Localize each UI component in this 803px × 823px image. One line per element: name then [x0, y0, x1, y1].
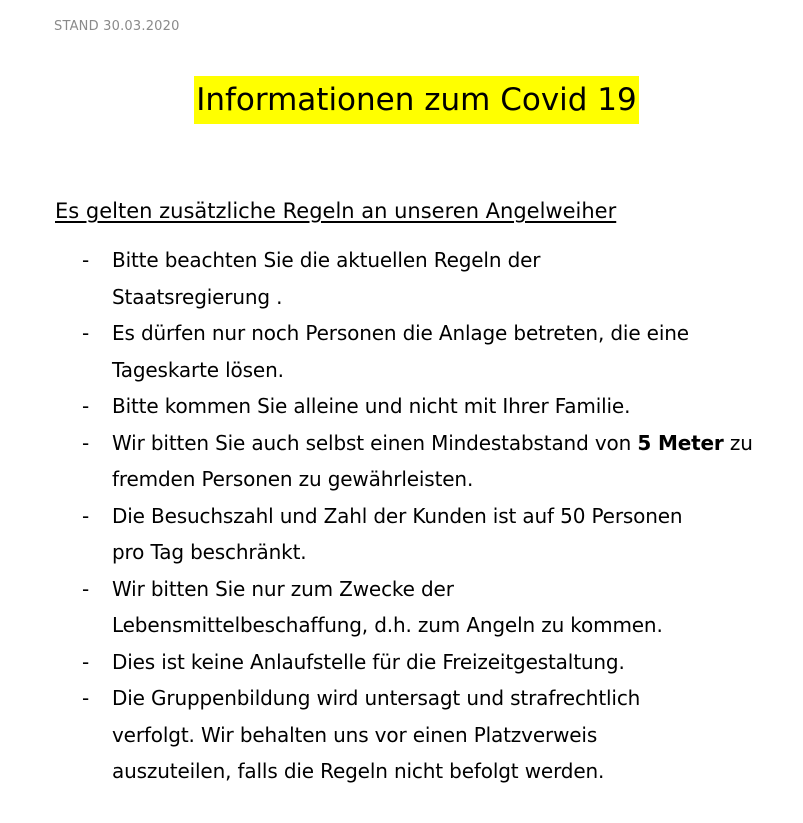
dash-bullet: - [82, 394, 90, 418]
rule-text: Bitte beachten Sie die aktuellen Regeln der Staatsregierung . [112, 248, 541, 309]
rules-list [80, 242, 790, 790]
rule-item [80, 571, 790, 644]
rule-item [80, 388, 790, 425]
rule-item [80, 242, 790, 315]
dash-bullet: - [82, 321, 90, 345]
dash-bullet: - [82, 430, 90, 455]
rule-item [80, 680, 790, 790]
rule-text: Wir bitten Sie nur zum Zwecke der Lebensmittelbeschaffung, d.h. zum Angeln zu kommen. [112, 576, 663, 637]
rule-text: Bitte kommen Sie alleine und nicht mit Ihrer Familie. [112, 394, 631, 418]
dash-bullet: - [82, 576, 90, 601]
dash-bullet: - [82, 248, 90, 272]
document-date: STAND 30.03.2020 [54, 19, 180, 34]
dash-bullet: - [82, 649, 90, 674]
rule-text: Die Besuchszahl und Zahl der Kunden ist auf 50 Personen pro Tag beschränkt. [112, 503, 683, 564]
dash-bullet: - [82, 686, 90, 710]
rules-heading: Es gelten zusätzliche Regeln an unseren Angelweiher [55, 199, 617, 223]
rule-item [80, 425, 790, 498]
dash-bullet: - [82, 503, 90, 528]
rule-item [80, 315, 790, 388]
rule-item [80, 498, 790, 571]
page-title: Informationen zum Covid 19 [194, 76, 639, 124]
rule-text: Dies ist keine Anlaufstelle für die Freizeitgestaltung. [112, 649, 625, 674]
distance-emphasis: 5 Meter [637, 430, 724, 455]
rule-text: Es dürfen nur noch Personen die Anlage betreten, die eine Tageskarte lösen. [112, 321, 689, 382]
rule-item [80, 644, 790, 681]
rule-text: Wir bitten Sie auch selbst einen Mindestabstand von 5 Meter zu fremden Personen zu gewährleisten. [112, 430, 753, 491]
rule-text: Die Gruppenbildung wird untersagt und strafrechtlich verfolgt. Wir behalten uns vor einen Platzverweis auszuteilen, falls die Regeln nicht befolgt werden. [112, 686, 641, 783]
title-container [0, 76, 803, 124]
